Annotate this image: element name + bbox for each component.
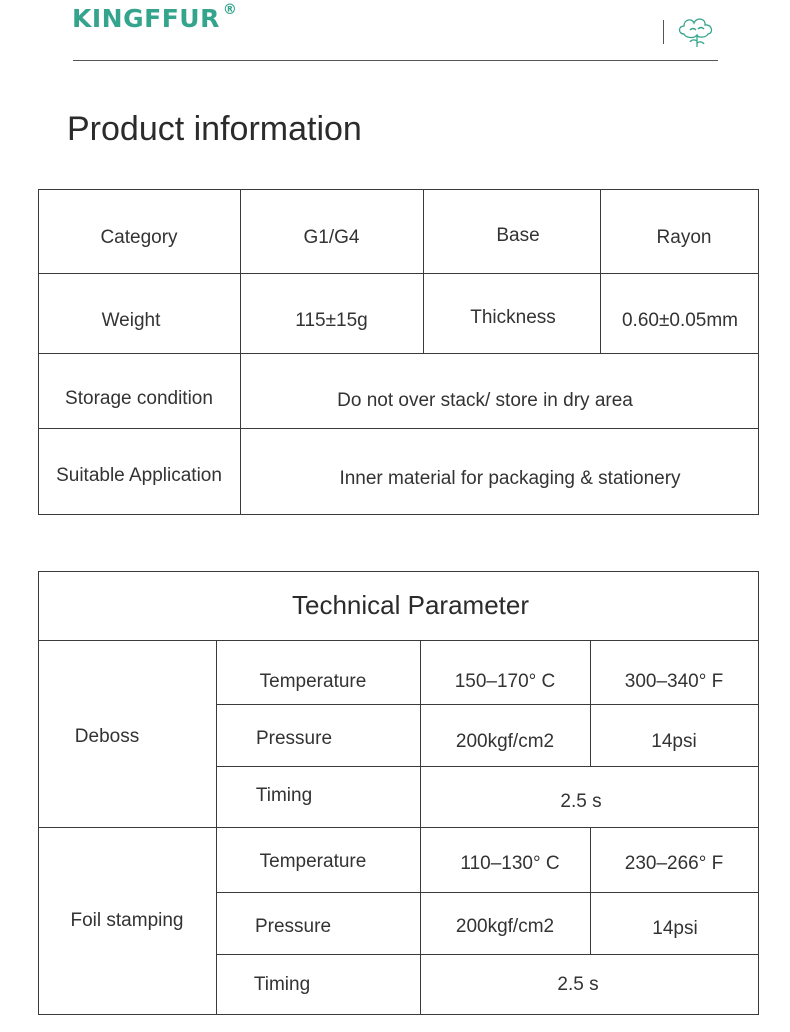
foil-temperature-label: Temperature xyxy=(259,851,367,872)
storage-value: Do not over stack/ store in dry area xyxy=(337,389,633,411)
brand-name: KINGFFUR xyxy=(72,4,220,33)
foil-temperature-celsius: 110–130° C xyxy=(460,853,560,874)
category-label: Category xyxy=(100,227,178,248)
category-value: G1/G4 xyxy=(303,227,360,248)
deboss-label: Deboss xyxy=(74,725,140,747)
deboss-pressure-imperial: 14psi xyxy=(651,731,697,752)
foil-timing-value: 2.5 s xyxy=(557,974,599,995)
foil-stamping-label: Foil stamping xyxy=(70,909,184,931)
header-divider xyxy=(663,20,664,44)
deboss-temperature-fahrenheit: 300–340° F xyxy=(624,671,724,692)
deboss-timing-label: Timing xyxy=(255,785,313,806)
foil-pressure-imperial: 14psi xyxy=(652,918,698,939)
foil-pressure-label: Pressure xyxy=(254,916,332,937)
deboss-pressure-label: Pressure xyxy=(255,728,333,749)
deboss-timing-value: 2.5 s xyxy=(560,791,602,812)
thickness-value: 0.60±0.05mm xyxy=(621,310,739,331)
foil-pressure-metric: 200kgf/cm2 xyxy=(455,916,555,937)
foil-timing-label: Timing xyxy=(253,974,311,995)
table-border xyxy=(38,189,759,190)
thickness-label: Thickness xyxy=(470,307,556,328)
header-rule xyxy=(73,60,718,61)
application-label: Suitable Application xyxy=(56,465,222,486)
cotton-flower-icon xyxy=(676,14,718,50)
storage-label: Storage condition xyxy=(65,387,213,409)
page-title: Product information xyxy=(67,110,362,148)
foil-temperature-fahrenheit: 230–266° F xyxy=(624,853,724,874)
weight-value: 115±15g xyxy=(295,310,368,331)
brand-logo xyxy=(72,4,237,33)
base-label: Base xyxy=(496,225,540,246)
deboss-temperature-label: Temperature xyxy=(259,671,367,692)
deboss-pressure-metric: 200kgf/cm2 xyxy=(455,731,555,752)
registered-mark: ® xyxy=(222,2,238,18)
base-value: Rayon xyxy=(656,227,712,248)
deboss-temperature-celsius: 150–170° C xyxy=(454,671,556,692)
weight-label: Weight xyxy=(101,310,161,331)
technical-title: Technical Parameter xyxy=(292,590,529,620)
application-value: Inner material for packaging & stationery xyxy=(339,468,681,489)
